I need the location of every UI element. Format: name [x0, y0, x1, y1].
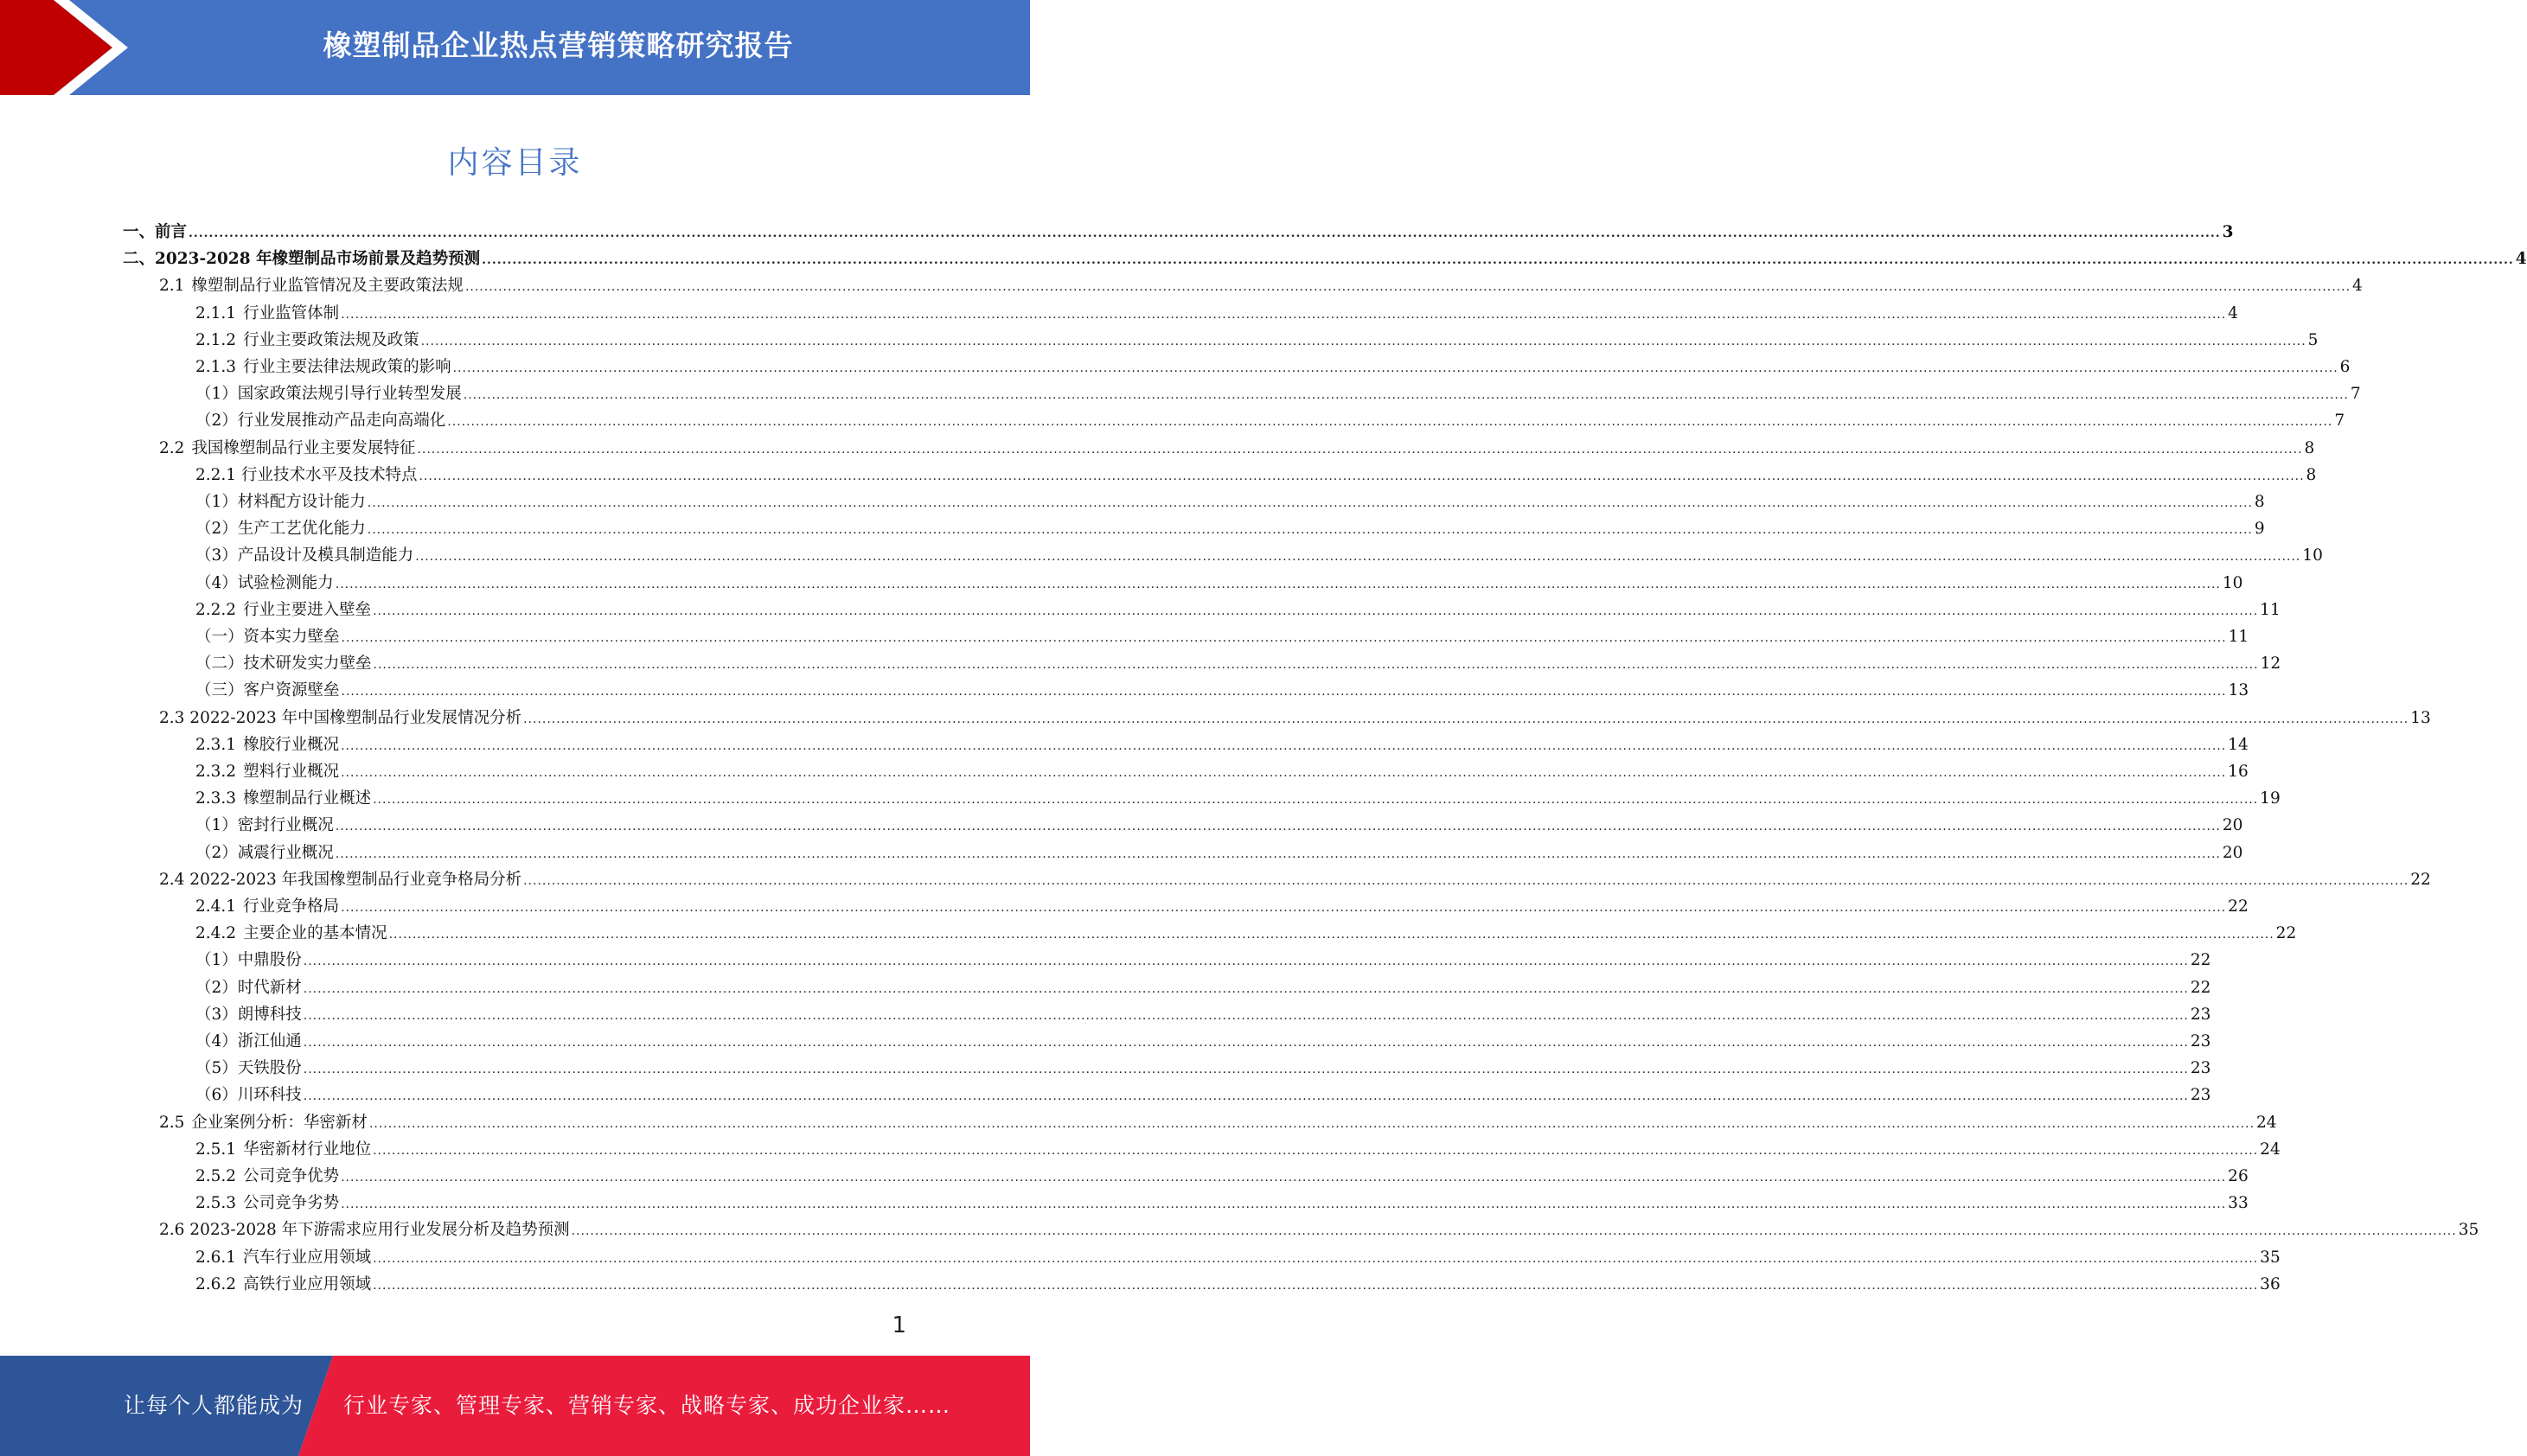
- toc-dot-leader: ................................................................................................................................................................................................................................................................................................................................................................................................................: [373, 1143, 2259, 1158]
- toc-entry-label: （4）浙江仙通: [195, 1032, 302, 1050]
- toc-entry-page: 36: [2260, 1274, 2281, 1293]
- toc-entry-page: 9: [2254, 520, 2265, 539]
- toc-dot-leader: ................................................................................................................................................................................................................................................................................................................................................................................................................: [571, 1224, 2457, 1239]
- toc-entry[interactable]: [195, 948, 2211, 974]
- toc-entry-page: 33: [2228, 1194, 2249, 1213]
- toc-entry-title: [123, 220, 189, 242]
- toc-entry-title: [195, 408, 447, 431]
- toc-entry-title: [195, 948, 304, 970]
- toc-entry-title: [195, 543, 415, 565]
- toc-dot-leader: ................................................................................................................................................................................................................................................................................................................................................................................................................: [303, 1063, 2189, 1077]
- toc-entry-title: [195, 571, 336, 593]
- toc-dot-leader: ................................................................................................................................................................................................................................................................................................................................................................................................................: [341, 766, 2227, 780]
- toc-entry-number: 2.5.2: [195, 1167, 237, 1185]
- toc-entry[interactable]: [195, 1056, 2211, 1082]
- toc-entry-page: 35: [2458, 1221, 2479, 1240]
- toc-entry-number: 2.1: [159, 277, 185, 296]
- toc-entry[interactable]: [159, 436, 2315, 462]
- toc-entry-label: 2.3 2022-2023 年中国橡塑制品行业发展情况分析: [159, 708, 522, 727]
- toc-dot-leader: ................................................................................................................................................................................................................................................................................................................................................................................................................: [341, 901, 2227, 915]
- toc-dot-leader: ................................................................................................................................................................................................................................................................................................................................................................................................................: [373, 1278, 2259, 1293]
- toc-dot-leader: ................................................................................................................................................................................................................................................................................................................................................................................................................: [420, 334, 2306, 348]
- toc-dot-leader: ................................................................................................................................................................................................................................................................................................................................................................................................................: [335, 577, 2221, 591]
- toc-entry-label: 橡胶行业概况: [243, 735, 340, 754]
- toc-entry-page: 19: [2260, 789, 2281, 808]
- toc-entry-title: [195, 1137, 373, 1159]
- toc-entry-page: 24: [2260, 1140, 2281, 1159]
- toc-entry-label: （1）中鼎股份: [195, 951, 302, 970]
- toc-entry-label: 企业案例分析：华密新材: [191, 1113, 368, 1132]
- toc-entry-label: （2）时代新材: [195, 978, 302, 997]
- toc-entry-page: 6: [2339, 358, 2351, 376]
- toc-entry[interactable]: [195, 328, 2319, 354]
- toc-entry[interactable]: [195, 921, 2297, 947]
- toc-dot-leader: ................................................................................................................................................................................................................................................................................................................................................................................................................: [341, 307, 2227, 322]
- toc-entry-title: [159, 1110, 369, 1133]
- toc-entry-title: [195, 894, 341, 916]
- toc-dot-leader: ................................................................................................................................................................................................................................................................................................................................................................................................................: [373, 603, 2259, 618]
- toc-entry[interactable]: [195, 1082, 2211, 1108]
- toc-dot-leader: ................................................................................................................................................................................................................................................................................................................................................................................................................: [463, 388, 2349, 403]
- toc-entry[interactable]: [195, 1272, 2281, 1298]
- toc-dot-leader: ................................................................................................................................................................................................................................................................................................................................................................................................................: [464, 280, 2351, 295]
- toc-entry-page: 26: [2228, 1167, 2249, 1185]
- toc-entry[interactable]: [195, 975, 2211, 1001]
- toc-entry-label: 高铁行业应用领域: [243, 1274, 372, 1293]
- toc-entry-number: 2.3.3: [195, 789, 237, 808]
- header-arrow-decoration: [0, 0, 138, 95]
- toc-entry[interactable]: [159, 273, 2363, 299]
- toc-entry[interactable]: [195, 1245, 2281, 1271]
- toc-entry-number: 2.1.2: [195, 330, 237, 349]
- toc-dot-leader: ................................................................................................................................................................................................................................................................................................................................................................................................................: [303, 1036, 2189, 1050]
- toc-entry-title: [195, 840, 336, 863]
- toc-entry-title: [195, 301, 341, 323]
- toc-entry-title: [195, 489, 368, 512]
- toc-entry-title: [195, 921, 389, 943]
- toc-entry-title: [195, 516, 368, 539]
- toc-entry-label: 我国橡塑制品行业主要发展特征: [191, 438, 416, 457]
- toc-entry-label: 2.4 2022-2023 年我国橡塑制品行业竞争格局分析: [159, 870, 522, 889]
- toc-entry-title: [195, 463, 419, 485]
- toc-dot-leader: ................................................................................................................................................................................................................................................................................................................................................................................................................: [335, 820, 2221, 834]
- toc-entry-page: 20: [2222, 816, 2243, 835]
- footer-slogan-left: 让每个人都能成为: [124, 1393, 304, 1418]
- toc-entry-page: 11: [2228, 628, 2249, 646]
- toc-entry[interactable]: [195, 624, 2249, 650]
- toc-entry[interactable]: [195, 597, 2281, 623]
- toc-entry-page: 22: [2190, 951, 2211, 970]
- toc-dot-leader: ................................................................................................................................................................................................................................................................................................................................................................................................................: [482, 253, 2514, 268]
- toc-entry-title: [159, 706, 523, 728]
- toc-entry[interactable]: [195, 463, 2317, 489]
- toc-entry-page: 7: [2334, 412, 2345, 431]
- toc-entry-number: 2.4.2: [195, 924, 237, 943]
- toc-dot-leader: ................................................................................................................................................................................................................................................................................................................................................................................................................: [341, 685, 2227, 699]
- toc-entry[interactable]: [195, 894, 2249, 920]
- toc-entry-label: 塑料行业概况: [243, 763, 340, 781]
- toc-entry-page: 22: [2275, 924, 2297, 943]
- toc-entry-page: 14: [2228, 735, 2249, 754]
- toc-dot-leader: ................................................................................................................................................................................................................................................................................................................................................................................................................: [303, 981, 2189, 996]
- toc-entry-page: 4: [2228, 303, 2238, 322]
- toc-entry-number: 2.1.1: [195, 303, 237, 322]
- toc-entry-label: （二）技术研发实力壁垒: [195, 655, 372, 674]
- toc-entry-title: [195, 1191, 341, 1213]
- toc-entry[interactable]: [195, 1191, 2249, 1217]
- toc-entry-page: 4: [2515, 250, 2527, 269]
- toc-entry-label: 橡塑制品行业监管情况及主要政策法规: [191, 277, 464, 296]
- toc-dot-leader: ................................................................................................................................................................................................................................................................................................................................................................................................................: [388, 928, 2274, 942]
- footer-slogan-right: 行业专家、管理专家、营销专家、战略专家、成功企业家……: [343, 1393, 951, 1418]
- toc-entry-label: （6）川环科技: [195, 1086, 302, 1105]
- toc-entry-title: [195, 732, 341, 755]
- toc-entry[interactable]: [195, 1137, 2281, 1163]
- toc-entry-label: （一）资本实力壁垒: [195, 628, 340, 646]
- toc-entry-label: （2）减震行业概况: [195, 843, 334, 862]
- toc-entry-title: [195, 1082, 304, 1105]
- toc-entry-label: （5）天铁股份: [195, 1059, 302, 1078]
- toc-entry-label: （2）生产工艺优化能力: [195, 520, 366, 539]
- toc-dot-leader: ................................................................................................................................................................................................................................................................................................................................................................................................................: [373, 1251, 2259, 1266]
- toc-entry-title: [195, 1002, 304, 1025]
- toc-entry[interactable]: [195, 571, 2243, 597]
- toc-entry-title: [195, 786, 373, 808]
- toc-entry[interactable]: [195, 786, 2281, 812]
- toc-dot-leader: ................................................................................................................................................................................................................................................................................................................................................................................................................: [415, 550, 2301, 565]
- toc-entry-title: [195, 975, 304, 998]
- toc-entry-number: 2.6.1: [195, 1248, 237, 1267]
- toc-entry-title: [123, 246, 482, 269]
- toc-dot-leader: ................................................................................................................................................................................................................................................................................................................................................................................................................: [303, 1089, 2189, 1104]
- toc-entry-page: 35: [2260, 1248, 2281, 1267]
- toc-entry[interactable]: [195, 381, 2361, 407]
- toc-dot-leader: ................................................................................................................................................................................................................................................................................................................................................................................................................: [367, 523, 2253, 538]
- toc-entry-page: 23: [2190, 1059, 2211, 1078]
- toc-heading: 内容目录: [447, 145, 583, 181]
- toc-entry[interactable]: [195, 354, 2351, 380]
- toc-entry[interactable]: [195, 732, 2249, 758]
- toc-entry[interactable]: [159, 867, 2431, 893]
- toc-entry-label: 橡塑制品行业概述: [243, 789, 372, 808]
- toc-entry[interactable]: [195, 1164, 2249, 1190]
- toc-entry-page: 8: [2306, 465, 2317, 484]
- toc-entry-label: 行业主要政策法规及政策: [243, 330, 419, 349]
- toc-entry-label: （1）国家政策法规引导行业转型发展: [195, 385, 462, 404]
- toc-entry-page: 13: [2410, 708, 2431, 727]
- toc-entry-label: 2.6 2023-2028 年下游需求应用行业发展分析及趋势预测: [159, 1221, 570, 1240]
- toc-dot-leader: ................................................................................................................................................................................................................................................................................................................................................................................................................: [417, 442, 2303, 457]
- toc-entry-title: [195, 1245, 373, 1268]
- toc-entry-title: [159, 1217, 572, 1240]
- toc-entry-page: 3: [2222, 223, 2234, 241]
- toc-entry-number: 2.3.2: [195, 763, 237, 781]
- toc-entry-page: 23: [2190, 1005, 2211, 1024]
- toc-entry[interactable]: [195, 1002, 2211, 1028]
- toc-entry-label: 行业主要法律法规政策的影响: [243, 358, 451, 376]
- report-footer: [0, 1356, 1030, 1456]
- toc-entry-page: 13: [2228, 681, 2249, 700]
- toc-entry[interactable]: [195, 489, 2265, 515]
- toc-dot-leader: ................................................................................................................................................................................................................................................................................................................................................................................................................: [452, 361, 2338, 375]
- toc-entry[interactable]: [159, 1110, 2277, 1136]
- toc-entry-label: 行业竞争格局: [243, 897, 340, 916]
- toc-entry-page: 4: [2352, 277, 2363, 296]
- toc-entry-title: [159, 867, 523, 890]
- toc-entry[interactable]: [123, 246, 2527, 272]
- toc-entry-number: 2.5.3: [195, 1194, 237, 1213]
- toc-dot-leader: ................................................................................................................................................................................................................................................................................................................................................................................................................: [523, 873, 2409, 888]
- toc-entry-label: （3）产品设计及模具制造能力: [195, 546, 414, 565]
- toc-entry-label: 汽车行业应用领域: [243, 1248, 372, 1267]
- toc-entry-number: 2.5: [159, 1113, 185, 1132]
- toc-entry-page: 10: [2222, 573, 2243, 592]
- toc-entry[interactable]: [195, 516, 2265, 542]
- toc-entry-title: [195, 328, 421, 350]
- toc-entry-page: 12: [2260, 655, 2281, 674]
- toc-entry-title: [159, 273, 465, 296]
- toc-entry-page: 20: [2222, 843, 2243, 862]
- toc-entry-page: 8: [2254, 493, 2265, 511]
- toc-entry[interactable]: [195, 301, 2238, 327]
- toc-entry-title: [195, 813, 336, 835]
- toc-dot-leader: ................................................................................................................................................................................................................................................................................................................................................................................................................: [373, 793, 2259, 808]
- toc-dot-leader: ................................................................................................................................................................................................................................................................................................................................................................................................................: [523, 712, 2409, 726]
- report-title: 橡塑制品企业热点营销策略研究报告: [323, 29, 794, 62]
- toc-entry-number: 2.2.2: [195, 600, 237, 619]
- toc-entry-page: 23: [2190, 1086, 2211, 1105]
- toc-entry-title: [195, 759, 341, 782]
- toc-entry-title: [195, 651, 374, 674]
- toc-entry-title: [159, 436, 417, 458]
- toc-entry-title: [195, 678, 342, 700]
- toc-entry-label: （1）密封行业概况: [195, 816, 334, 835]
- toc-entry-label: 行业主要进入壁垒: [243, 600, 372, 619]
- toc-entry-number: 2.1.3: [195, 358, 237, 376]
- toc-entry-label: 行业监管体制: [243, 303, 340, 322]
- toc-entry[interactable]: [195, 840, 2243, 866]
- toc-entry-page: 16: [2228, 763, 2249, 781]
- toc-dot-leader: ................................................................................................................................................................................................................................................................................................................................................................................................................: [368, 1116, 2255, 1131]
- toc-entry-title: [195, 1272, 373, 1294]
- toc-entry[interactable]: [195, 651, 2281, 677]
- toc-dot-leader: ................................................................................................................................................................................................................................................................................................................................................................................................................: [189, 227, 2221, 240]
- toc-entry-title: [195, 1029, 304, 1051]
- toc-entry-label: （3）朗博科技: [195, 1005, 302, 1024]
- toc-entry[interactable]: [195, 543, 2323, 569]
- toc-dot-leader: ................................................................................................................................................................................................................................................................................................................................................................................................................: [335, 846, 2221, 861]
- toc-entry-label: 公司竞争劣势: [243, 1194, 340, 1213]
- toc-entry-title: [195, 597, 373, 620]
- toc-entry-label: 主要企业的基本情况: [243, 924, 387, 943]
- toc-entry-page: 22: [2410, 870, 2431, 889]
- report-header: [0, 0, 1030, 95]
- toc-entry-page: 24: [2256, 1113, 2277, 1132]
- toc-entry-page: 5: [2307, 330, 2319, 349]
- toc-entry-label: 二、2023-2028 年橡塑制品市场前景及趋势预测: [123, 250, 481, 269]
- toc-entry-page: 23: [2190, 1032, 2211, 1050]
- toc-entry-number: 2.3.1: [195, 735, 237, 754]
- toc-entry-title: [195, 381, 464, 404]
- toc-dot-leader: ................................................................................................................................................................................................................................................................................................................................................................................................................: [341, 1171, 2227, 1185]
- toc-dot-leader: ................................................................................................................................................................................................................................................................................................................................................................................................................: [447, 415, 2333, 430]
- toc-dot-leader: ................................................................................................................................................................................................................................................................................................................................................................................................................: [341, 1197, 2227, 1212]
- toc-entry-number: 2.6.2: [195, 1274, 237, 1293]
- toc-entry-title: [195, 1056, 304, 1078]
- toc-entry-label: （2）行业发展推动产品走向高端化: [195, 412, 446, 431]
- toc-entry[interactable]: [195, 408, 2345, 434]
- toc-entry[interactable]: [195, 759, 2249, 785]
- toc-entry-page: 22: [2190, 978, 2211, 997]
- toc-dot-leader: ................................................................................................................................................................................................................................................................................................................................................................................................................: [341, 631, 2227, 645]
- toc-entry-page: 7: [2350, 385, 2361, 404]
- toc-entry[interactable]: [195, 813, 2243, 839]
- toc-entry-title: [195, 354, 453, 377]
- toc-entry-title: [195, 1164, 341, 1186]
- toc-entry[interactable]: [195, 1029, 2211, 1055]
- toc-entry-label: 公司竞争优势: [243, 1167, 340, 1185]
- toc-entry-label: 一、前言: [123, 223, 188, 241]
- toc-entry-label: 华密新材行业地位: [243, 1140, 372, 1159]
- toc-entry-page: 22: [2228, 897, 2249, 916]
- toc-dot-leader: ................................................................................................................................................................................................................................................................................................................................................................................................................: [419, 469, 2305, 483]
- toc-entry-label: （三）客户资源壁垒: [195, 681, 340, 700]
- page-number: 1: [892, 1312, 906, 1338]
- toc-entry[interactable]: [195, 678, 2249, 704]
- toc-dot-leader: ................................................................................................................................................................................................................................................................................................................................................................................................................: [373, 658, 2259, 673]
- toc-dot-leader: ................................................................................................................................................................................................................................................................................................................................................................................................................: [303, 1008, 2189, 1023]
- toc-entry-label: 2.2.1 行业技术水平及技术特点: [195, 465, 418, 484]
- toc-entry-page: 11: [2260, 600, 2281, 619]
- toc-entry-title: [195, 624, 342, 647]
- toc-entry-page: 10: [2302, 546, 2323, 565]
- toc-dot-leader: ................................................................................................................................................................................................................................................................................................................................................................................................................: [303, 955, 2189, 969]
- toc-entry[interactable]: [123, 220, 2234, 246]
- toc-entry-number: 2.2: [159, 438, 185, 457]
- toc-entry-number: 2.5.1: [195, 1140, 237, 1159]
- toc-entry[interactable]: [159, 1217, 2479, 1243]
- toc-entry-label: （1）材料配方设计能力: [195, 493, 366, 511]
- toc-entry[interactable]: [159, 706, 2431, 731]
- toc-entry-page: 8: [2304, 438, 2315, 457]
- toc-dot-leader: ................................................................................................................................................................................................................................................................................................................................................................................................................: [367, 496, 2253, 510]
- toc-dot-leader: ................................................................................................................................................................................................................................................................................................................................................................................................................: [341, 738, 2227, 753]
- toc-entry-label: （4）试验检测能力: [195, 573, 334, 592]
- toc-entry-number: 2.4.1: [195, 897, 237, 916]
